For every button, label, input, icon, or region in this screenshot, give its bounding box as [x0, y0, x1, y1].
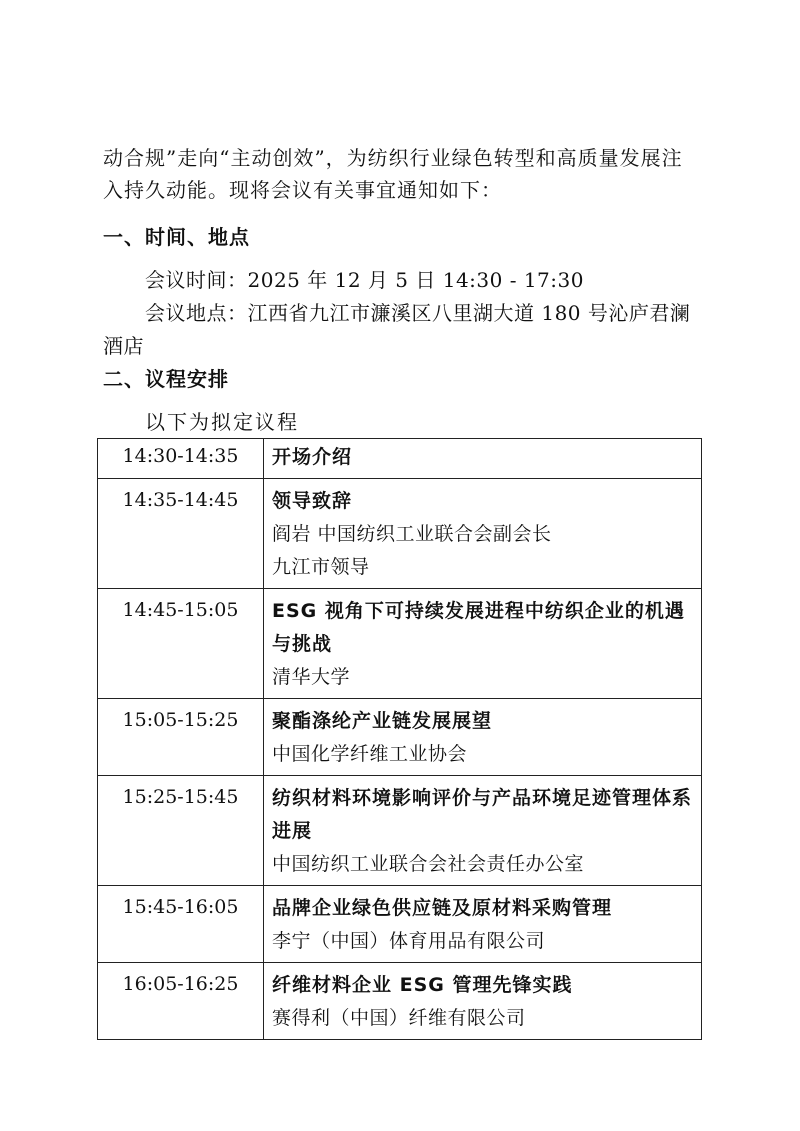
agenda-topic: 纺织材料环境影响评价与产品环境足迹管理体系进展 — [272, 787, 693, 842]
agenda-content — [264, 699, 702, 776]
agenda-time: 15:45-16:05 — [98, 886, 264, 963]
table-row — [98, 776, 702, 886]
agenda-time: 14:30-14:35 — [98, 439, 264, 479]
table-row — [98, 589, 702, 699]
agenda-speaker: 赛得利（中国）纤维有限公司 — [272, 1007, 526, 1029]
agenda-topic: 品牌企业绿色供应链及原材料采购管理 — [272, 897, 613, 919]
agenda-topic: 聚酯涤纶产业链发展展望 — [272, 710, 493, 732]
agenda-content — [264, 479, 702, 589]
agenda-content — [264, 776, 702, 886]
table-row — [98, 886, 702, 963]
agenda-content — [264, 439, 702, 479]
agenda-content — [264, 963, 702, 1040]
table-row — [98, 963, 702, 1040]
agenda-topic: 纤维材料企业 ESG 管理先锋实践 — [272, 974, 573, 996]
section-heading-time-place: 一、时间、地点 — [103, 225, 250, 249]
meeting-venue-continued: 酒店 — [103, 334, 144, 358]
agenda-topic: 领导致辞 — [272, 490, 353, 512]
agenda-content — [264, 886, 702, 963]
intro-paragraph: 动合规”走向“主动创效”，为纺织行业绿色转型和高质量发展注入持久动能。现将会议有关事宜通知如下： — [103, 146, 683, 202]
agenda-topic: 开场介绍 — [272, 446, 353, 468]
agenda-topic: ESG 视角下可持续发展进程中纺织企业的机遇与挑战 — [272, 600, 685, 655]
agenda-speaker: 九江市领导 — [272, 556, 370, 578]
meeting-time: 会议时间：2025 年 12 月 5 日 14:30 - 17:30 — [145, 268, 584, 292]
agenda-speaker: 李宁（中国）体育用品有限公司 — [272, 930, 546, 952]
agenda-time: 15:05-15:25 — [98, 699, 264, 776]
meeting-venue: 会议地点：江西省九江市濂溪区八里湖大道 180 号沁庐君澜 — [145, 301, 691, 325]
table-row — [98, 699, 702, 776]
agenda-speaker: 中国纺织工业联合会社会责任办公室 — [272, 853, 585, 875]
agenda-speaker: 中国化学纤维工业协会 — [272, 743, 468, 765]
agenda-table — [97, 438, 702, 1040]
agenda-time: 14:35-14:45 — [98, 479, 264, 589]
agenda-time: 14:45-15:05 — [98, 589, 264, 699]
table-row — [98, 479, 702, 589]
agenda-content — [264, 589, 702, 699]
agenda-time: 16:05-16:25 — [98, 963, 264, 1040]
agenda-note: 以下为拟定议程 — [145, 410, 299, 434]
section-heading-agenda: 二、议程安排 — [103, 367, 229, 391]
agenda-speaker: 清华大学 — [272, 666, 351, 688]
agenda-speaker: 阎岩 中国纺织工业联合会副会长 — [272, 523, 552, 545]
agenda-time: 15:25-15:45 — [98, 776, 264, 886]
table-row — [98, 439, 702, 479]
